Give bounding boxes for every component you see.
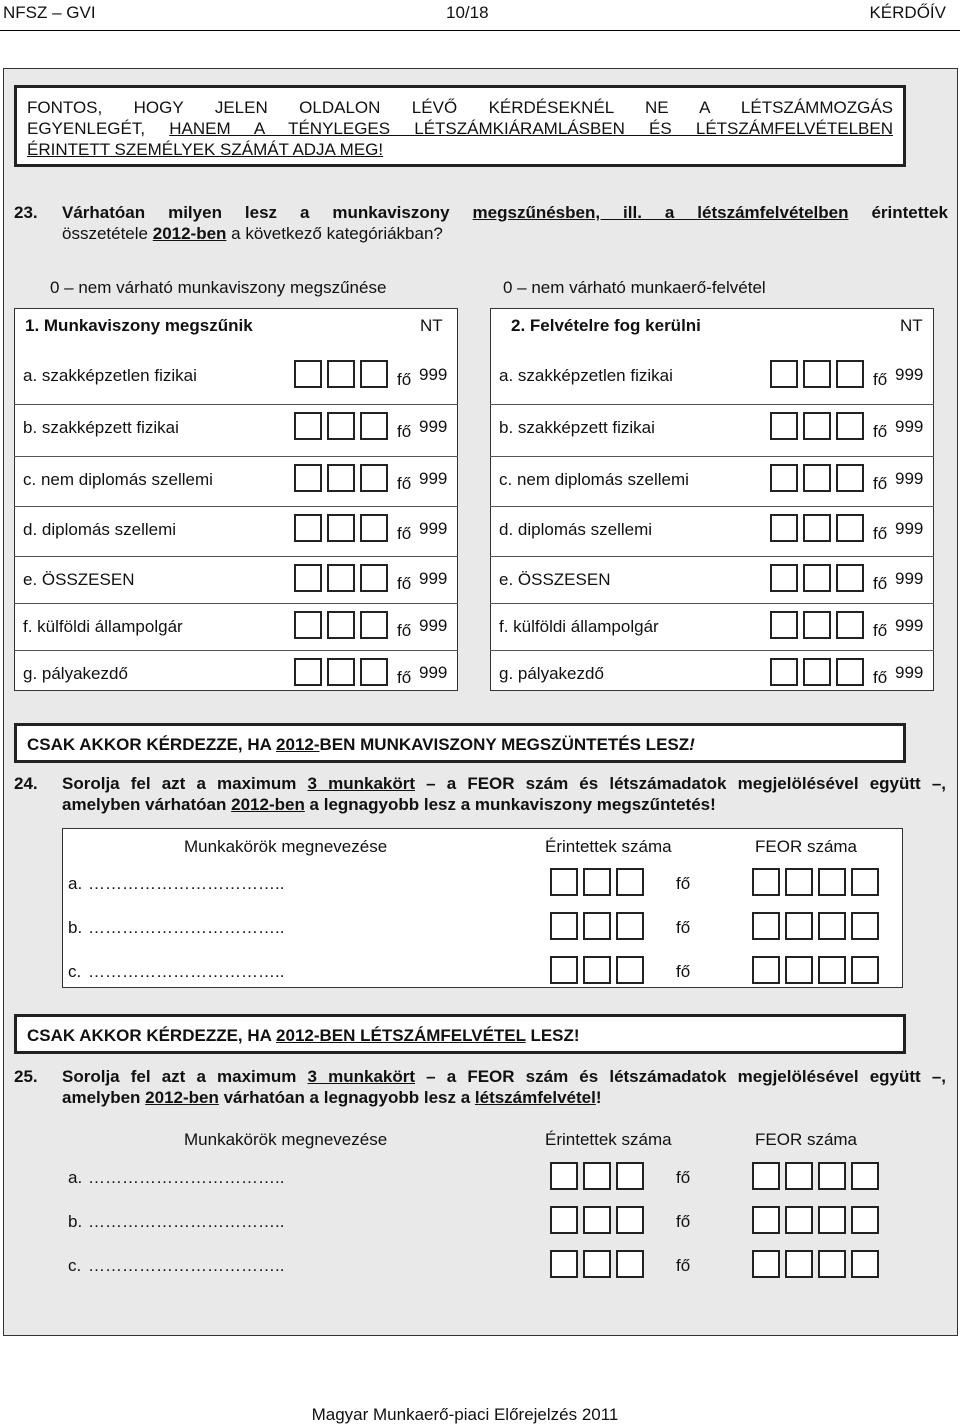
table-24-col-munkakor: Munkakörök megnevezése [184, 837, 388, 856]
right-row-unit: fő [873, 574, 888, 593]
left-count-digit-box[interactable] [360, 514, 388, 542]
q24-line-2 [62, 794, 716, 815]
right-count-digit-box[interactable] [803, 360, 831, 388]
q24-l1c: – a FEOR szám és létszámadatok megjelölésével együtt –, [415, 774, 947, 793]
notice-line-2b: HANEM A TÉNYLEGES LÉTSZÁMKIÁRAMLÁSBEN ÉS LÉTSZÁMFELVÉTELBEN [169, 119, 893, 138]
left-row-label: f. külföldi állampolgár [23, 617, 183, 636]
q25-l1b: 3 munkakört [307, 1067, 416, 1086]
q25-line-1 [62, 1066, 946, 1087]
q24-l2a: amelyben várhatóan [62, 795, 232, 814]
right-count-digit-box[interactable] [770, 360, 798, 388]
left-count-digit-box[interactable] [360, 611, 388, 639]
q23-line-2c: a következő kategóriákban? [231, 224, 443, 243]
affected-count-digit-box[interactable] [583, 1162, 611, 1190]
left-row-unit: fő [397, 524, 412, 543]
row-divider [14, 456, 458, 457]
left-count-digit-box[interactable] [360, 464, 388, 492]
left-count-digit-box[interactable] [327, 360, 355, 388]
row-divider [490, 603, 934, 604]
right-count-digit-box[interactable] [836, 564, 864, 592]
notice-line-2 [27, 118, 893, 139]
condition-24-a: CSAK AKKOR KÉRDEZZE, HA [27, 735, 277, 754]
q25-l2e: ! [595, 1088, 602, 1107]
header-divider [0, 30, 960, 31]
q24-number: 24. [14, 774, 38, 793]
right-row-code-999[interactable]: 999 [895, 469, 924, 488]
affected-count-digit-box[interactable] [550, 1206, 578, 1234]
right-count-digit-box[interactable] [836, 360, 864, 388]
row-divider [14, 603, 458, 604]
q25-l2c: várhatóan a legnagyobb lesz a [218, 1088, 475, 1107]
affected-count-digit-box[interactable] [616, 956, 644, 984]
affected-unit: fő [676, 1256, 691, 1275]
feor-digit-box[interactable] [785, 956, 813, 984]
left-count-digit-box[interactable] [360, 564, 388, 592]
condition-25-b: 2012-BEN LÉTSZÁMFELVÉTEL [276, 1026, 526, 1045]
feor-digit-box[interactable] [818, 1250, 846, 1278]
q25-l2a: amelyben [62, 1088, 146, 1107]
affected-unit: fő [676, 1168, 691, 1187]
affected-count-digit-box[interactable] [616, 1206, 644, 1234]
affected-count-digit-box[interactable] [550, 1250, 578, 1278]
header-right: KÉRDŐÍV [869, 3, 946, 22]
left-count-digit-box[interactable] [294, 514, 322, 542]
left-row-label: g. pályakezdő [23, 664, 128, 683]
q24-l2b: 2012-ben [231, 795, 305, 814]
job-name-field[interactable]: …………………………….. [88, 1256, 285, 1275]
affected-count-digit-box[interactable] [583, 1206, 611, 1234]
right-count-digit-box[interactable] [836, 658, 864, 686]
q23-part-1: Várhatóan milyen lesz a munkaviszony [62, 203, 450, 222]
right-count-digit-box[interactable] [836, 514, 864, 542]
feor-digit-box[interactable] [752, 1206, 780, 1234]
affected-unit: fő [676, 962, 691, 981]
feor-digit-box[interactable] [851, 868, 879, 896]
right-row-label: e. ÖSSZESEN [499, 570, 611, 589]
row-divider [14, 506, 458, 507]
right-row-unit: fő [873, 474, 888, 493]
left-row-unit: fő [397, 474, 412, 493]
q25-number: 25. [14, 1067, 38, 1086]
left-count-digit-box[interactable] [327, 514, 355, 542]
q25-l1c: – a FEOR szám és létszámadatok megjelölésével együtt –, [415, 1067, 947, 1086]
right-count-digit-box[interactable] [803, 564, 831, 592]
left-row-code-999[interactable]: 999 [419, 365, 448, 384]
right-row-label: g. pályakezdő [499, 664, 604, 683]
job-row-letter: b. [68, 1212, 83, 1231]
row-divider [490, 650, 934, 651]
row-divider [490, 506, 934, 507]
panel-right-title: 2. Felvételre fog kerülni [511, 316, 701, 335]
left-count-digit-box[interactable] [360, 658, 388, 686]
feor-digit-box[interactable] [785, 912, 813, 940]
right-row-label: d. diplomás szellemi [499, 520, 653, 539]
page-number: 10/18 [446, 3, 489, 22]
left-count-digit-box[interactable] [327, 611, 355, 639]
right-row-unit: fő [873, 524, 888, 543]
left-row-unit: fő [397, 668, 412, 687]
left-count-digit-box[interactable] [294, 412, 322, 440]
left-count-digit-box[interactable] [327, 658, 355, 686]
right-row-code-999[interactable]: 999 [895, 417, 924, 436]
row-divider [490, 556, 934, 557]
right-row-label: f. külföldi állampolgár [499, 617, 659, 636]
left-row-code-999[interactable]: 999 [419, 469, 448, 488]
left-count-digit-box[interactable] [294, 360, 322, 388]
left-row-code-999[interactable]: 999 [419, 417, 448, 436]
job-row-letter: b. [68, 918, 83, 937]
affected-count-digit-box[interactable] [616, 868, 644, 896]
feor-digit-box[interactable] [851, 956, 879, 984]
affected-unit: fő [676, 874, 691, 893]
q25-line-2 [62, 1087, 602, 1108]
affected-count-digit-box[interactable] [583, 956, 611, 984]
right-row-label: c. nem diplomás szellemi [499, 470, 689, 489]
left-row-code-999[interactable]: 999 [419, 616, 448, 635]
affected-unit: fő [676, 918, 691, 937]
right-count-digit-box[interactable] [836, 611, 864, 639]
right-row-unit: fő [873, 621, 888, 640]
right-count-digit-box[interactable] [770, 464, 798, 492]
q23-option-right[interactable]: 0 – nem várható munkaerő-felvétel [503, 278, 766, 297]
feor-digit-box[interactable] [818, 868, 846, 896]
condition-24 [14, 723, 906, 763]
affected-count-digit-box[interactable] [616, 1162, 644, 1190]
feor-digit-box[interactable] [785, 868, 813, 896]
right-row-label: a. szakképzetlen fizikai [499, 366, 673, 385]
job-row-letter: a. [68, 874, 83, 893]
left-count-digit-box[interactable] [327, 412, 355, 440]
right-row-unit: fő [873, 370, 888, 389]
row-divider [490, 456, 934, 457]
feor-digit-box[interactable] [818, 956, 846, 984]
left-row-label: c. nem diplomás szellemi [23, 470, 213, 489]
right-count-digit-box[interactable] [770, 412, 798, 440]
right-row-label: b. szakképzett fizikai [499, 418, 655, 437]
left-count-digit-box[interactable] [294, 658, 322, 686]
row-divider [14, 404, 458, 405]
condition-25 [14, 1014, 906, 1054]
feor-digit-box[interactable] [785, 1250, 813, 1278]
left-row-label: e. ÖSSZESEN [23, 570, 135, 589]
header-left: NFSZ – GVI [3, 3, 96, 22]
q24-l2c: a legnagyobb lesz a munkaviszony megszűntetés! [304, 795, 716, 814]
q25-l1a: Sorolja fel azt a maximum [62, 1067, 308, 1086]
q23-line-2a: összetétele [62, 224, 148, 243]
table-25-col-munkakor: Munkakörök megnevezése [184, 1130, 388, 1149]
job-name-field[interactable]: …………………………….. [88, 918, 285, 937]
q24-l1a: Sorolja fel azt a maximum [62, 774, 308, 793]
left-row-code-999[interactable]: 999 [419, 663, 448, 682]
table-24-col-feor: FEOR száma [755, 837, 858, 856]
affected-count-digit-box[interactable] [550, 868, 578, 896]
left-count-digit-box[interactable] [294, 564, 322, 592]
right-count-digit-box[interactable] [803, 658, 831, 686]
job-name-field[interactable]: …………………………….. [88, 1168, 285, 1187]
table-24-col-erintettek: Érintettek száma [545, 837, 672, 856]
left-row-label: b. szakképzett fizikai [23, 418, 179, 437]
job-row-letter: c. [68, 1256, 82, 1275]
q23-option-left[interactable]: 0 – nem várható munkaviszony megszűnése [50, 278, 387, 297]
q23-part-3: érintettek [871, 203, 948, 222]
right-row-code-999[interactable]: 999 [895, 365, 924, 384]
feor-digit-box[interactable] [752, 912, 780, 940]
affected-count-digit-box[interactable] [550, 912, 578, 940]
feor-digit-box[interactable] [818, 1162, 846, 1190]
left-count-digit-box[interactable] [327, 564, 355, 592]
left-count-digit-box[interactable] [360, 412, 388, 440]
job-row-letter: a. [68, 1168, 83, 1187]
right-count-digit-box[interactable] [836, 412, 864, 440]
q24-l1b: 3 munkakört [307, 774, 416, 793]
right-row-unit: fő [873, 668, 888, 687]
left-row-code-999[interactable]: 999 [419, 519, 448, 538]
condition-25-a: CSAK AKKOR KÉRDEZZE, HA [27, 1026, 277, 1045]
q25-l2b: 2012-ben [145, 1088, 219, 1107]
job-name-field[interactable]: …………………………….. [88, 1212, 285, 1231]
row-divider [14, 556, 458, 557]
left-row-label: a. szakképzetlen fizikai [23, 366, 197, 385]
q23-line-1 [62, 202, 948, 223]
notice-line-3: ÉRINTETT SZEMÉLYEK SZÁMÁT ADJA MEG! [27, 140, 384, 159]
left-count-digit-box[interactable] [294, 611, 322, 639]
row-divider [490, 404, 934, 405]
right-count-digit-box[interactable] [770, 611, 798, 639]
feor-digit-box[interactable] [818, 1206, 846, 1234]
feor-digit-box[interactable] [752, 1250, 780, 1278]
affected-unit: fő [676, 1212, 691, 1231]
affected-count-digit-box[interactable] [616, 1250, 644, 1278]
left-row-code-999[interactable]: 999 [419, 569, 448, 588]
q23-part-2: megszűnésben, ill. a létszámfelvételben [472, 203, 849, 222]
table-25-col-erintettek: Érintettek száma [545, 1130, 672, 1149]
left-row-unit: fő [397, 621, 412, 640]
feor-digit-box[interactable] [818, 912, 846, 940]
right-row-unit: fő [873, 422, 888, 441]
q23-line-2b: 2012-ben [152, 224, 227, 243]
feor-digit-box[interactable] [851, 912, 879, 940]
right-count-digit-box[interactable] [803, 514, 831, 542]
feor-digit-box[interactable] [785, 1206, 813, 1234]
notice-box [14, 85, 906, 167]
q23-number: 23. [14, 203, 38, 222]
row-divider [14, 650, 458, 651]
affected-count-digit-box[interactable] [583, 1250, 611, 1278]
panel-left-title: 1. Munkaviszony megszűnik [25, 316, 253, 335]
panel-right-nt[interactable]: NT [900, 316, 923, 335]
affected-count-digit-box[interactable] [550, 956, 578, 984]
feor-digit-box[interactable] [851, 1206, 879, 1234]
job-name-field[interactable]: …………………………….. [88, 962, 285, 981]
condition-24-c: BEN MUNKAVISZONY MEGSZÜNTETÉS LESZ [319, 735, 690, 754]
right-row-code-999[interactable]: 999 [895, 569, 924, 588]
condition-24-d: ! [689, 735, 695, 754]
condition-25-c: LESZ! [525, 1026, 580, 1045]
notice-line-2a: EGYENLEGÉT, [27, 119, 146, 138]
right-row-code-999[interactable]: 999 [895, 663, 924, 682]
feor-digit-box[interactable] [752, 956, 780, 984]
table-25-col-feor: FEOR száma [755, 1130, 858, 1149]
right-count-digit-box[interactable] [770, 658, 798, 686]
feor-digit-box[interactable] [785, 1162, 813, 1190]
q23-line-2 [62, 223, 443, 244]
left-row-label: d. diplomás szellemi [23, 520, 177, 539]
left-row-unit: fő [397, 574, 412, 593]
job-row-letter: c. [68, 962, 82, 981]
left-count-digit-box[interactable] [327, 464, 355, 492]
right-row-code-999[interactable]: 999 [895, 616, 924, 635]
job-name-field[interactable]: …………………………….. [88, 874, 285, 893]
feor-digit-box[interactable] [851, 1250, 879, 1278]
feor-digit-box[interactable] [752, 1162, 780, 1190]
condition-24-b: 2012- [276, 735, 320, 754]
footer-text: Magyar Munkaerő-piaci Előrejelzés 2011 [311, 1405, 619, 1424]
left-row-unit: fő [397, 422, 412, 441]
left-count-digit-box[interactable] [360, 360, 388, 388]
right-count-digit-box[interactable] [803, 611, 831, 639]
right-count-digit-box[interactable] [770, 564, 798, 592]
affected-count-digit-box[interactable] [616, 912, 644, 940]
left-count-digit-box[interactable] [294, 464, 322, 492]
right-count-digit-box[interactable] [836, 464, 864, 492]
q24-line-1 [62, 773, 946, 794]
affected-count-digit-box[interactable] [550, 1162, 578, 1190]
affected-count-digit-box[interactable] [583, 868, 611, 896]
feor-digit-box[interactable] [851, 1162, 879, 1190]
right-count-digit-box[interactable] [770, 514, 798, 542]
right-count-digit-box[interactable] [803, 464, 831, 492]
affected-count-digit-box[interactable] [583, 912, 611, 940]
q25-l2d: létszámfelvétel [474, 1088, 596, 1107]
feor-digit-box[interactable] [752, 868, 780, 896]
left-row-unit: fő [397, 370, 412, 389]
right-row-code-999[interactable]: 999 [895, 519, 924, 538]
panel-left-nt[interactable]: NT [420, 316, 443, 335]
right-count-digit-box[interactable] [803, 412, 831, 440]
notice-line-1: FONTOS, HOGY JELEN OLDALON LÉVŐ KÉRDÉSEKNÉL NE A LÉTSZÁMMOZGÁS [27, 98, 893, 117]
